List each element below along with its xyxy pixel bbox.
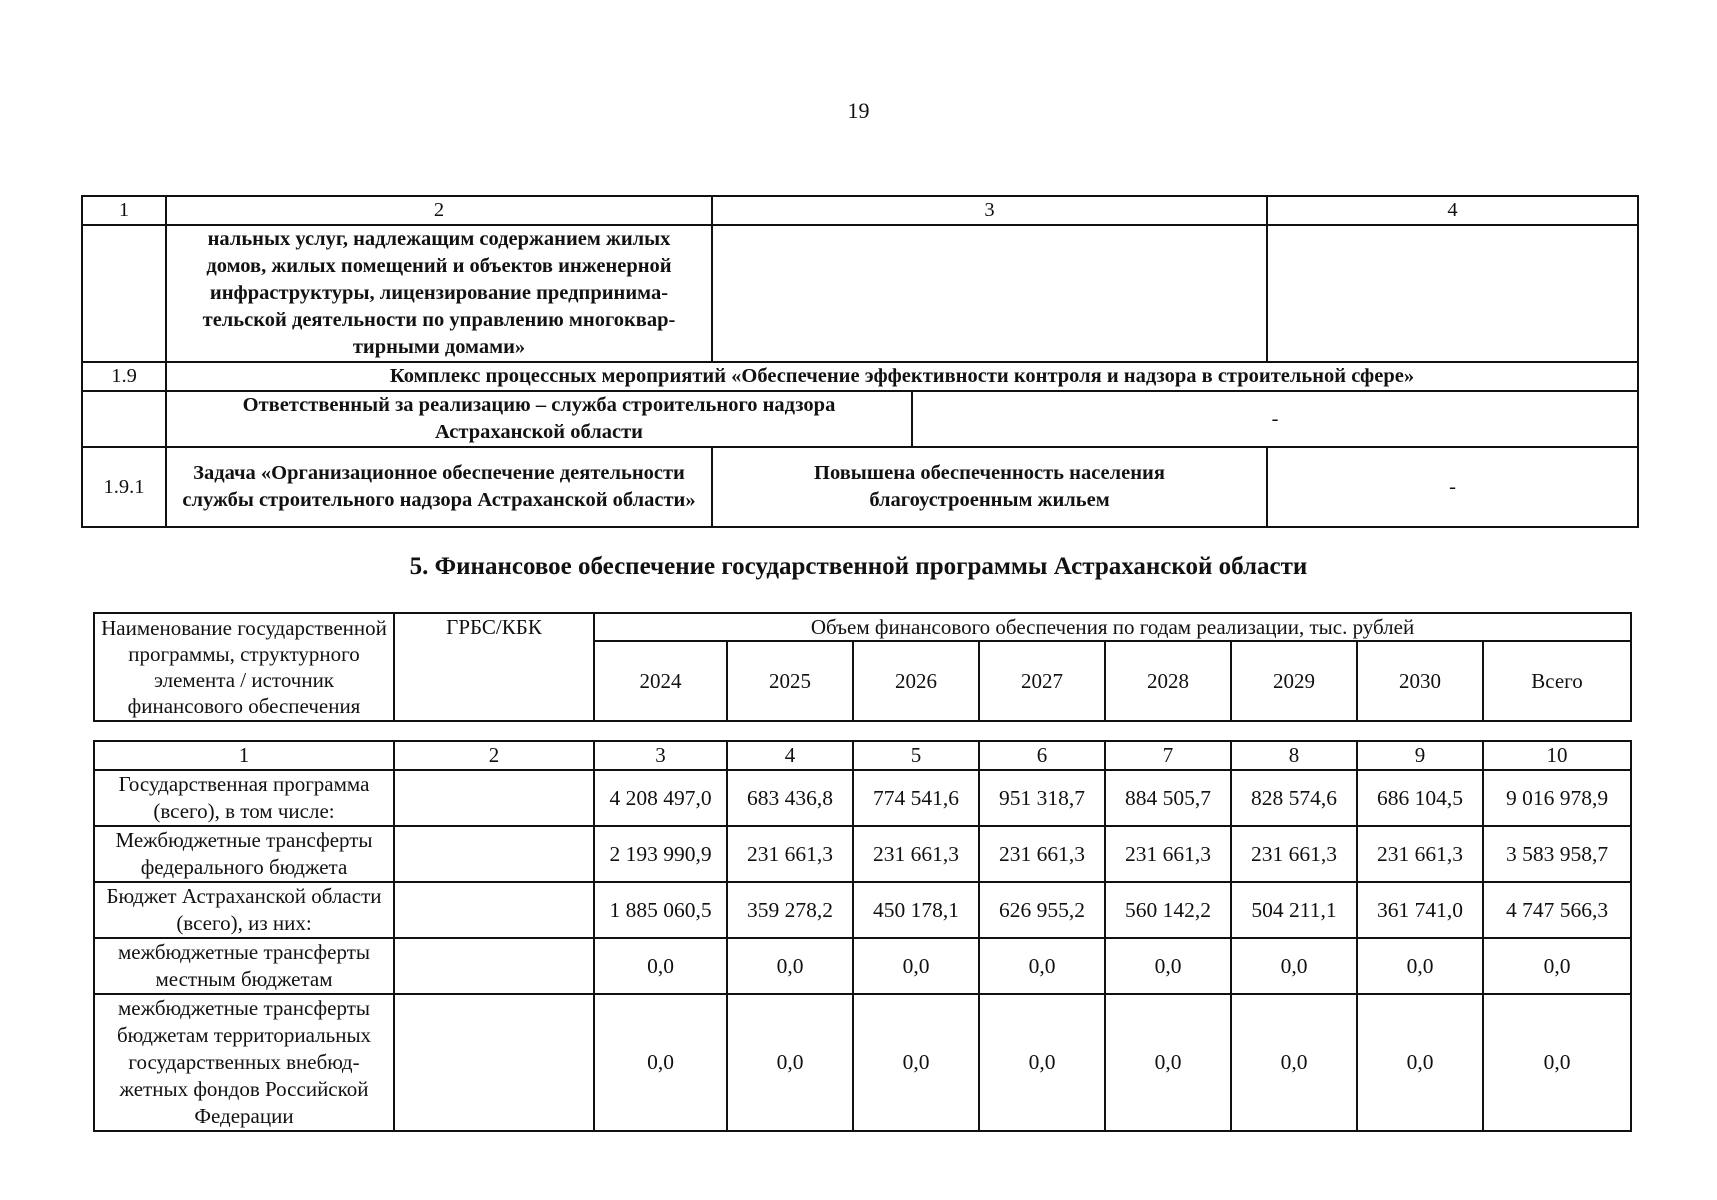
value-cell: 0,0 — [1105, 938, 1231, 994]
value-cell: 4 208 497,0 — [594, 770, 727, 826]
empty-cell — [712, 225, 1267, 362]
total-cell: 4 747 566,3 — [1483, 882, 1631, 938]
responsible-text: Ответственный за реализацию – служба строительного надзора Астраханской области — [166, 391, 912, 447]
finance-data-table — [93, 740, 1632, 1132]
grbs-cell — [394, 882, 594, 938]
column-number: 6 — [979, 741, 1105, 770]
table-row — [94, 882, 1631, 938]
value-cell: 686 104,5 — [1357, 770, 1483, 826]
column-grbs-header: ГРБС/КБК — [394, 613, 594, 641]
value-cell: 0,0 — [853, 938, 979, 994]
column-number: 3 — [594, 741, 727, 770]
grbs-cell — [394, 938, 594, 994]
table-header-row — [94, 613, 1631, 641]
page-number: 19 — [847, 98, 870, 123]
value-cell: 884 505,7 — [1105, 770, 1231, 826]
row-number: 1.9 — [82, 362, 166, 391]
column-number: 8 — [1231, 741, 1357, 770]
value-cell: 774 541,6 — [853, 770, 979, 826]
column-number: 9 — [1357, 741, 1483, 770]
grbs-cell — [394, 994, 594, 1131]
value-cell: 0,0 — [1231, 994, 1357, 1131]
row-number: 1.9.1 — [82, 447, 166, 527]
total-cell: 3 583 958,7 — [1483, 826, 1631, 882]
empty-cell — [82, 391, 166, 447]
empty-cell — [1267, 225, 1638, 362]
header-cell: 4 — [1267, 196, 1638, 225]
value-cell: 361 741,0 — [1357, 882, 1483, 938]
row-name: Государственная программа (всего), в том числе: — [94, 770, 394, 826]
table-row — [94, 994, 1631, 1131]
value-cell: 1 885 060,5 — [594, 882, 727, 938]
header-cell: 2 — [166, 196, 712, 225]
column-number: 1 — [94, 741, 394, 770]
value-cell: 231 661,3 — [727, 826, 853, 882]
value-cell: 0,0 — [979, 994, 1105, 1131]
responsible-value: - — [912, 391, 1638, 447]
total-header: Всего — [1483, 641, 1631, 721]
value-cell: 2 193 990,9 — [594, 826, 727, 882]
header-cell: 1 — [82, 196, 166, 225]
header-cell: 3 — [712, 196, 1267, 225]
value-cell: 951 318,7 — [979, 770, 1105, 826]
value-cell: 0,0 — [727, 938, 853, 994]
year-header: 2025 — [727, 641, 853, 721]
value-cell: 626 955,2 — [979, 882, 1105, 938]
column-number: 10 — [1483, 741, 1631, 770]
table-row — [82, 391, 1638, 447]
empty-cell — [82, 225, 166, 362]
column-number: 2 — [394, 741, 594, 770]
row-name: межбюджетные трансферты бюджетам территориальных государственных внебюджетных фондов Российской Федерации — [94, 994, 394, 1131]
finance-header-table — [93, 612, 1632, 722]
table-row — [82, 447, 1638, 527]
table-row — [94, 770, 1631, 826]
value-cell: 231 661,3 — [853, 826, 979, 882]
column-volume-header: Объем финансового обеспечения по годам реализации, тыс. рублей — [594, 613, 1631, 641]
value-cell: 0,0 — [979, 938, 1105, 994]
year-header: 2027 — [979, 641, 1105, 721]
complex-title: Комплекс процессных мероприятий «Обеспечение эффективности контроля и надзора в строительной сфере» — [166, 362, 1638, 391]
grbs-cell — [394, 826, 594, 882]
year-header: 2028 — [1105, 641, 1231, 721]
column-number: 7 — [1105, 741, 1231, 770]
value-cell: 560 142,2 — [1105, 882, 1231, 938]
value-cell: 504 211,1 — [1231, 882, 1357, 938]
numbering-row — [94, 741, 1631, 770]
row-name: Межбюджетные трансферты федерального бюджета — [94, 826, 394, 882]
task-text: Задача «Организационное обеспечение деятельности службы строительного надзора Астраханской области» — [166, 447, 712, 527]
value-cell: 231 661,3 — [1357, 826, 1483, 882]
value-cell: 0,0 — [1105, 994, 1231, 1131]
table-header-row — [82, 196, 1638, 225]
total-cell: 9 016 978,9 — [1483, 770, 1631, 826]
program-structure-table — [81, 195, 1639, 528]
total-cell: 0,0 — [1483, 938, 1631, 994]
value-cell: 0,0 — [594, 994, 727, 1131]
year-header: 2024 — [594, 641, 727, 721]
value-cell: 0,0 — [1231, 938, 1357, 994]
section-title: 5. Финансовое обеспечение государственной программы Астраханской области — [409, 553, 1308, 580]
table-row — [94, 938, 1631, 994]
total-cell: 0,0 — [1483, 994, 1631, 1131]
column-name-header: Наименование государственной программы, структурного элемента / источник финансового обеспечения — [94, 613, 394, 721]
value-cell: 231 661,3 — [1231, 826, 1357, 882]
grbs-cell — [394, 770, 594, 826]
table-row — [82, 225, 1638, 362]
empty-cell — [394, 641, 594, 721]
continuation-text: нальных услуг, надлежащим содержанием жилых домов, жилых помещений и объектов инженерной инфраструктуры, лицензирование предпринимательской деятельности по управлению многоквартирными домами» — [166, 225, 712, 362]
year-header: 2029 — [1231, 641, 1357, 721]
value-cell: 0,0 — [853, 994, 979, 1131]
year-header: 2026 — [853, 641, 979, 721]
value-cell: 0,0 — [727, 994, 853, 1131]
value-cell: 0,0 — [1357, 994, 1483, 1131]
year-header: 2030 — [1357, 641, 1483, 721]
result-text: Повышена обеспеченность населения благоустроенным жильем — [712, 447, 1267, 527]
value-cell: 0,0 — [1357, 938, 1483, 994]
value-cell: 0,0 — [594, 938, 727, 994]
value-cell: 450 178,1 — [853, 882, 979, 938]
value-cell: 231 661,3 — [1105, 826, 1231, 882]
value-cell: 683 436,8 — [727, 770, 853, 826]
column-number: 5 — [853, 741, 979, 770]
row-name: межбюджетные трансферты местным бюджетам — [94, 938, 394, 994]
task-value: - — [1267, 447, 1638, 527]
value-cell: 231 661,3 — [979, 826, 1105, 882]
column-number: 4 — [727, 741, 853, 770]
row-name: Бюджет Астраханской области (всего), из них: — [94, 882, 394, 938]
table-row — [94, 826, 1631, 882]
table-row — [82, 362, 1638, 391]
value-cell: 359 278,2 — [727, 882, 853, 938]
value-cell: 828 574,6 — [1231, 770, 1357, 826]
